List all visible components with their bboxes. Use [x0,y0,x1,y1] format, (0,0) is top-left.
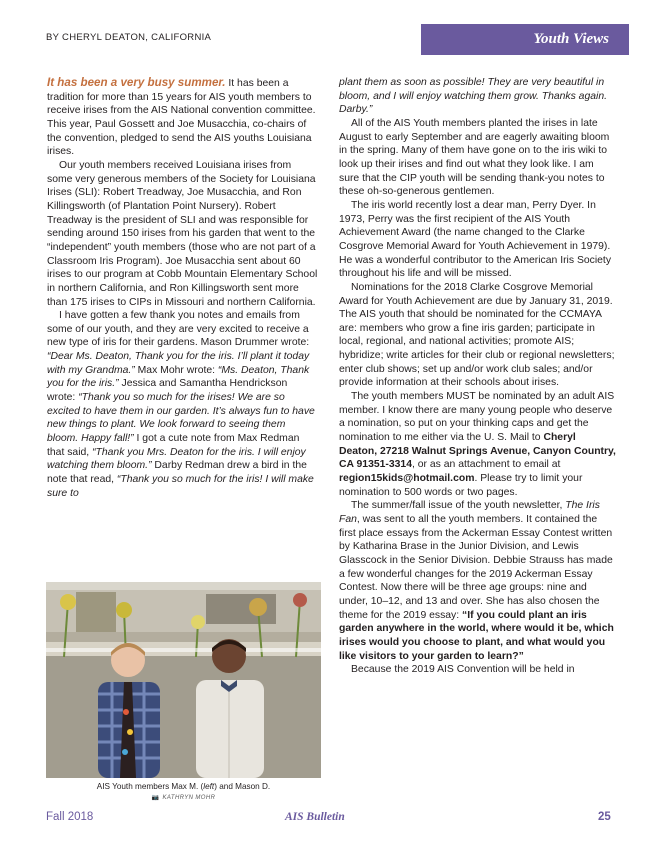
email-address: region15kids@hotmail.com [339,473,475,485]
paragraph-nomination-process [339,390,616,499]
section-title: Youth Views [533,31,609,47]
quote: “Ms. Deaton, Thank you for the iris.” [47,364,310,390]
paragraph-thank-you-notes [47,309,318,500]
text-run: Darby Redman drew a bird in the note that read, [47,460,307,486]
text-run: The youth members MUST be nominated by an adult AIS member. I know there are many young people who deserve a nomination, so put on your thinking caps and get the nomination to me either via the U. S. Mail to [339,391,615,444]
text-run: , was sent to all the youth members. It contained the first place essays from the Ackerman Essay Contest written by Katharina Brase in the Junior Division, and Lewis Glasscock in the Senior Division. Debbie Strauss has made a few wonderful changes for the 2019 Ackerman Essay Contest. Now there will be three age groups: nine and under, 10–12, and 13 and over. She has also chosen the theme for the 2019 essay: [339,514,613,621]
section-banner [421,24,629,55]
quote: “Thank you so much for the iris! I will make sure to [47,474,314,499]
text-run: , or as an attachment to email at [411,459,561,471]
article-column-right [339,76,616,677]
paragraph-newsletter [339,499,616,663]
camera-icon: 📷 [151,795,160,801]
photo-credit [46,794,321,801]
paragraph-intro [47,76,318,159]
intro-text: It has been a tradition for more than 15 years for AIS youth members to receive irises from the AIS National convention committee. This year, Paul Gossett and Joe Musacchia, co-chairs of the convention, pledged to send the AIS youths Louisiana irises. [47,78,316,158]
quote: “Dear Ms. Deaton, Thank you for the iris. I’ll plant it today with my Grandma.” [47,351,310,376]
caption-text: ) and Mason D. [214,782,271,791]
page-number: 25 [598,811,611,823]
quote: plant them as soon as possible! They are very beautiful in bloom, and I will enjoy watching them grow. Thanks again. Darby.” [339,77,607,116]
text-run: I have gotten a few thank you notes and emails from some of our youth, and they are very excited to receive a new type of iris for their gardens. Mason Drummer wrote: [47,310,310,349]
lead-in: It has been a very busy summer. [47,76,226,89]
byline: BY CHERYL DEATON, CALIFORNIA [46,32,212,43]
caption-emphasis: left [203,782,215,791]
paragraph-convention: Because the 2019 AIS Convention will be held in [351,664,575,676]
text-run: . Please try to limit your nomination to 500 words or two pages. [339,473,583,498]
paragraph-nominations: Nominations for the 2018 Clarke Cosgrove Memorial Award for Youth Achievement are due by January 31, 2019. The AIS youth that should be nominated for the CCMAYA are: members who grow a fine iris garden; participate in local, regional, and national activities; promote AIS; hybridize; write articles for their club or regional newsletters; enter club shows; set up and/or work club sales; and/or provide information at their schools about irises. [339,281,615,389]
caption-text: AIS Youth members Max M. ( [96,782,204,791]
footer-publication: AIS Bulletin [285,811,345,823]
credit-text: KATHRYN MOHR [162,795,216,801]
newsletter-title: The Iris Fan [339,500,600,525]
photo-caption [46,782,321,791]
quote: “Thank you so much for the irises! We are so excited to have them in our garden. It’s always fun to have new things to plant. We look forward to seeing them bloom. Happy fall!” [47,392,315,445]
footer-issue: Fall 2018 [46,811,94,823]
text-run: Jessica and Samantha Hendrickson wrote: [47,378,288,404]
photo-youth-members [46,582,321,778]
mailing-address: Cheryl Deaton, 27218 Walnut Springs Avenue, Canyon Country, CA 91351-3314 [339,432,616,471]
text-run: I got a cute note from Max Redman that said, [47,433,300,458]
article-column-left [47,76,318,500]
paragraph-quote-continued [339,76,616,117]
text-run: The summer/fall issue of the youth newsletter, [351,500,566,512]
paragraph-donors: Our youth members received Louisiana irises from some very generous members of the Society for Louisiana Irises (SLI): Robert Treadway, Joe Musacchia, and Ron Killingsworth (of Plantation Point Nursery). Robert Treadway is the president of SLI and was responsible for sending around 150 irises from his garden that went to the “independent” youth members (those who are not part of a Classroom Iris Program). Joe Musacchia sent about 60 irises to our program at Cobb Mountain Elementary School in northern California, and Ron Killingsworth sent more than 175 irises to CIPs in Missouri and northern California. [47,159,318,308]
photo-illustration [46,582,321,778]
paragraph-perry-dyer: The iris world recently lost a dear man, Perry Dyer. In 1973, Perry was the first recipient of the AIS Youth Achievement Award (the name changed to the Clarke Cosgrove Memorial Award for Youth Achievement in 1979). He was a wonderful contributor to the American Iris Society throughout his life and will be missed. [339,199,612,280]
essay-theme: “If you could plant an iris garden anywhere in the world, where would it be, which irises would you choose to plant, and what would you like visitors to your garden to learn?” [339,609,614,662]
quote: “Thank you Mrs. Deaton for the iris. I will enjoy watching them bloom.” [47,446,306,472]
text-run: Max Mohr wrote: [134,364,218,376]
paragraph-planting: All of the AIS Youth members planted the irises in late August to early September and are eagerly awaiting bloom in the spring. Many of them have gone on to the iris wiki to look up their irises and find out what they look like. I am sure that the CIP youth will be sending thank-you notes to these oh-so-generous gentlemen. [339,117,610,198]
